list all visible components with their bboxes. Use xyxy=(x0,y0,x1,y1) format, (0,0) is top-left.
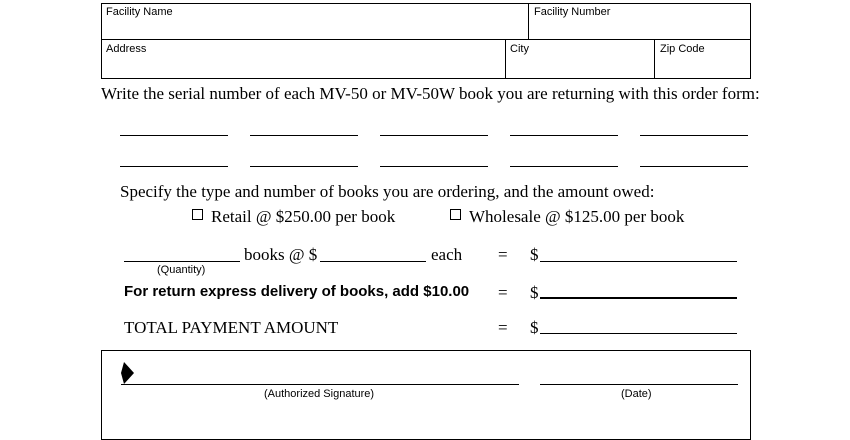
dollar-sign: $ xyxy=(530,245,539,264)
address-label: Address xyxy=(106,43,147,55)
authorized-signature-field[interactable] xyxy=(121,384,519,385)
city-label: City xyxy=(510,43,529,55)
total-payment-label: TOTAL PAYMENT AMOUNT xyxy=(124,318,339,337)
serial-number-field[interactable] xyxy=(250,135,358,136)
date-field[interactable] xyxy=(540,384,738,385)
serial-number-field[interactable] xyxy=(380,166,488,167)
subtotal-amount-field[interactable] xyxy=(540,261,737,262)
address-field[interactable] xyxy=(102,55,504,77)
retail-option-label: Retail @ $250.00 per book xyxy=(211,207,396,226)
serial-number-field[interactable] xyxy=(640,166,748,167)
equals-sign: = xyxy=(498,283,508,302)
quantity-caption: (Quantity) xyxy=(157,264,206,276)
facility-number-label: Facility Number xyxy=(534,6,611,18)
serial-instruction: Write the serial number of each MV-50 or MV-50W book you are returning with this order form: xyxy=(101,84,760,103)
zip-code-label: Zip Code xyxy=(660,43,705,55)
facility-name-field[interactable] xyxy=(102,18,527,38)
quantity-field[interactable] xyxy=(124,261,240,262)
authorized-signature-caption: (Authorized Signature) xyxy=(264,388,375,400)
retail-checkbox[interactable] xyxy=(192,209,203,220)
dollar-sign: $ xyxy=(530,283,539,302)
serial-number-field[interactable] xyxy=(640,135,748,136)
facility-number-field[interactable] xyxy=(530,18,749,38)
each-label: each xyxy=(431,245,463,264)
equals-sign: = xyxy=(498,318,508,337)
signature-box xyxy=(101,350,751,440)
order-instruction: Specify the type and number of books you are ordering, and the amount owed: xyxy=(120,182,655,201)
serial-number-field[interactable] xyxy=(120,166,228,167)
facility-name-label: Facility Name xyxy=(106,6,173,18)
price-each-field[interactable] xyxy=(320,261,426,262)
equals-sign: = xyxy=(498,245,508,264)
table-vertical-divider-3 xyxy=(654,39,655,79)
serial-number-field[interactable] xyxy=(380,135,488,136)
books-at-label: books @ $ xyxy=(244,245,318,264)
serial-number-field[interactable] xyxy=(510,166,618,167)
dollar-sign: $ xyxy=(530,318,539,337)
express-amount-field[interactable] xyxy=(540,297,737,299)
wholesale-option-label: Wholesale @ $125.00 per book xyxy=(469,207,685,226)
city-field[interactable] xyxy=(507,55,653,77)
table-vertical-divider-2 xyxy=(505,39,506,79)
express-delivery-label: For return express delivery of books, add $10.00 xyxy=(124,283,470,300)
serial-number-field[interactable] xyxy=(510,135,618,136)
date-caption: (Date) xyxy=(621,388,652,400)
serial-number-field[interactable] xyxy=(120,135,228,136)
zip-code-field[interactable] xyxy=(656,55,749,77)
table-vertical-divider-1 xyxy=(528,3,529,40)
wholesale-checkbox[interactable] xyxy=(450,209,461,220)
total-amount-field[interactable] xyxy=(540,333,737,334)
serial-number-field[interactable] xyxy=(250,166,358,167)
